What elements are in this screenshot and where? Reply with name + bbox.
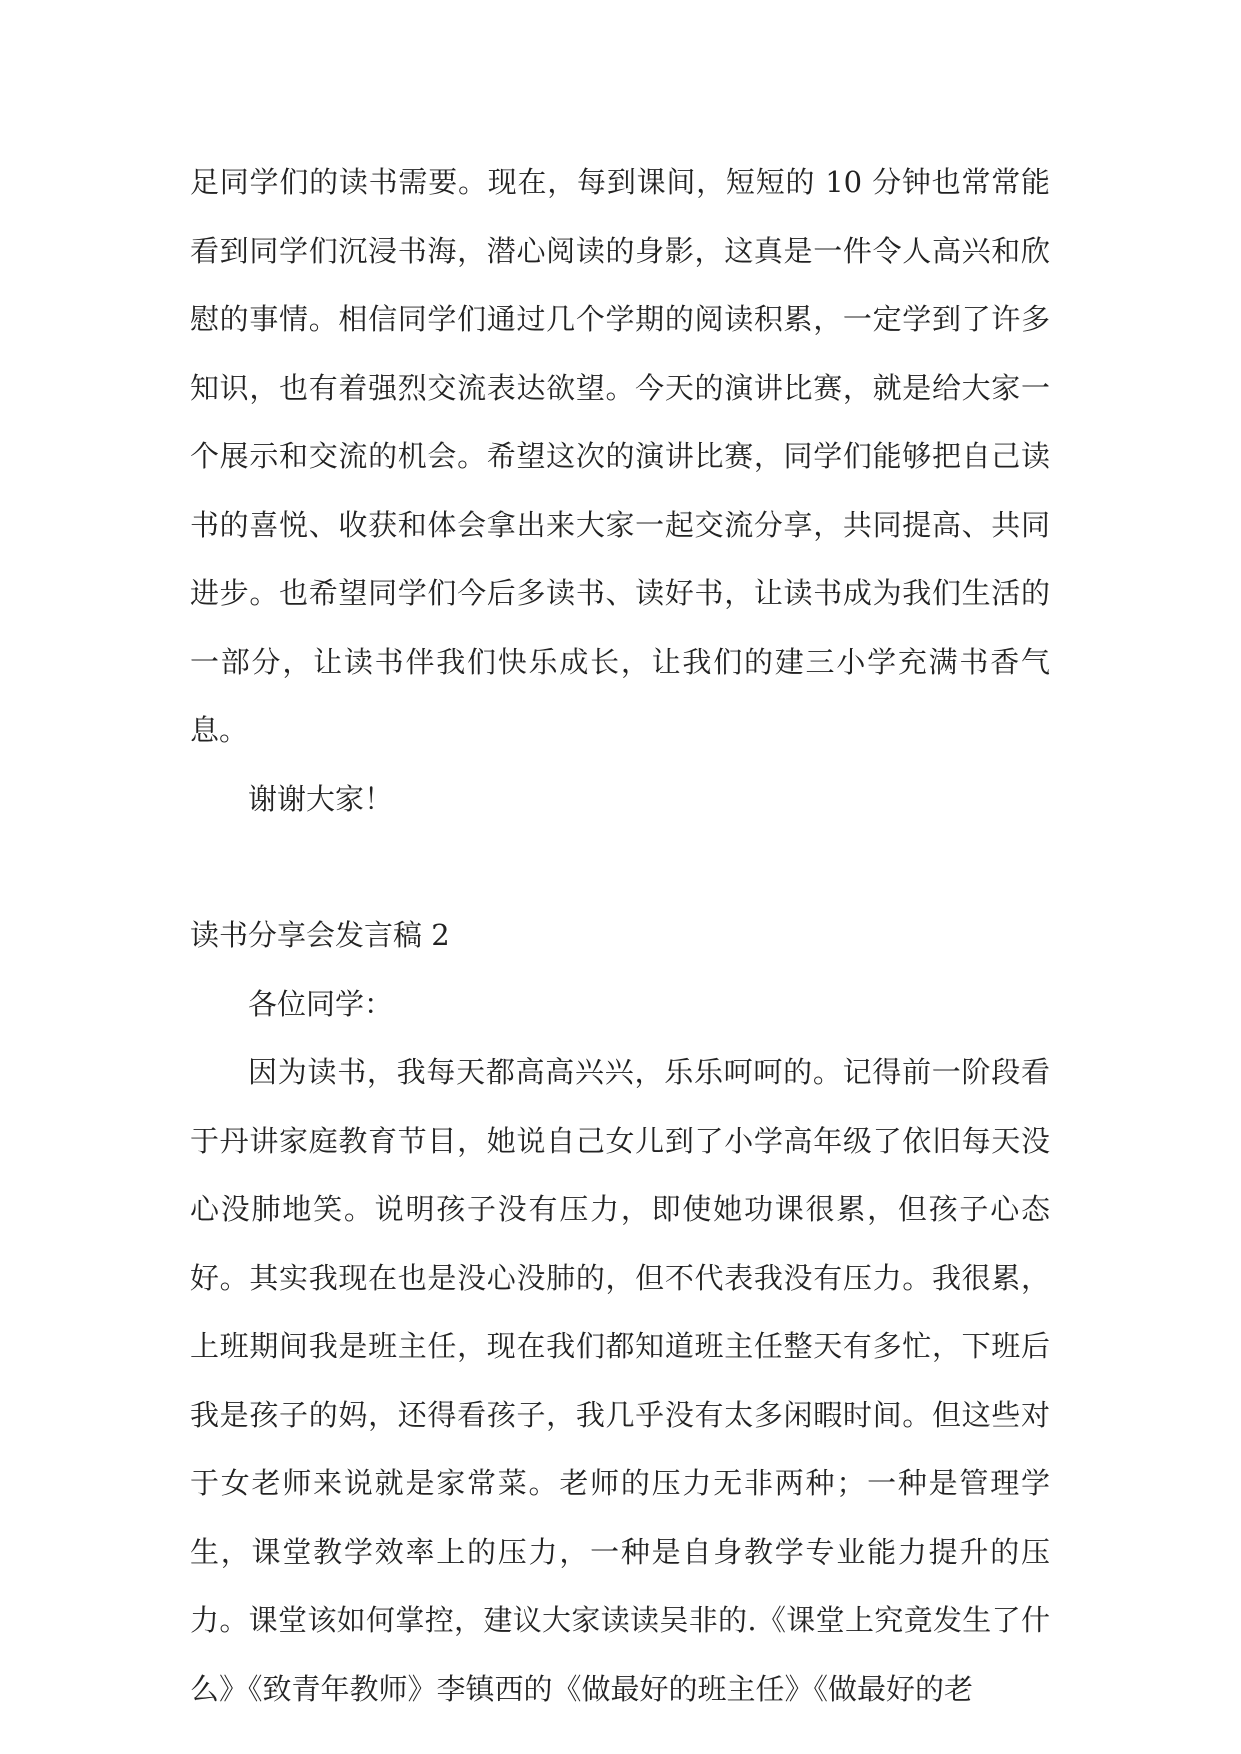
paragraph-speech-body: 因为读书，我每天都高高兴兴，乐乐呵呵的。记得前一阶段看于丹讲家庭教育节目，她说自己女儿到了小学高年级了依旧每天没心没肺地笑。说明孩子没有压力，即使她功课很累，但孩子心态好。其实我现在也是没心没肺的，但不代表我没有压力。我很累，上班期间我是班主任，现在我们都知道班主任整天有多忙，下班后我是孩子的妈，还得看孩子，我几乎没有太多闲暇时间。但这些对于女老师来说就是家常菜。老师的压力无非两种；一种是管理学生，课堂教学效率上的压力，一种是自身教学专业能力提升的压力。课堂该如何掌控，建议大家读读吴非的.《课堂上究竟发生了什么》《致青年教师》李镇西的《做最好的班主任》《做最好的老 — [190, 1055, 1050, 1706]
paragraph-continued-speech: 足同学们的读书需要。现在，每到课间，短短的 10 分钟也常常能看到同学们沉浸书海，潜心阅读的身影，这真是一件令人高兴和欣慰的事情。相信同学们通过几个学期的阅读积累，一定学到了许多知识，也有着强烈交流表达欲望。今天的演讲比赛，就是给大家一个展示和交流的机会。希望这次的演讲比赛，同学们能够把自己读书的喜悦、收获和体会拿出来大家一起交流分享，共同提高、共同进步。也希望同学们今后多读书、读好书，让读书成为我们生活的一部分，让读书伴我们快乐成长，让我们的建三小学充满书香气息。 — [190, 165, 1050, 747]
section-spacer — [190, 833, 1050, 901]
section-title: 读书分享会发言稿 2 — [190, 918, 450, 952]
document-page — [190, 148, 1050, 1723]
paragraph-thanks: 谢谢大家！ — [248, 781, 394, 816]
paragraph-greeting: 各位同学： — [248, 986, 394, 1021]
